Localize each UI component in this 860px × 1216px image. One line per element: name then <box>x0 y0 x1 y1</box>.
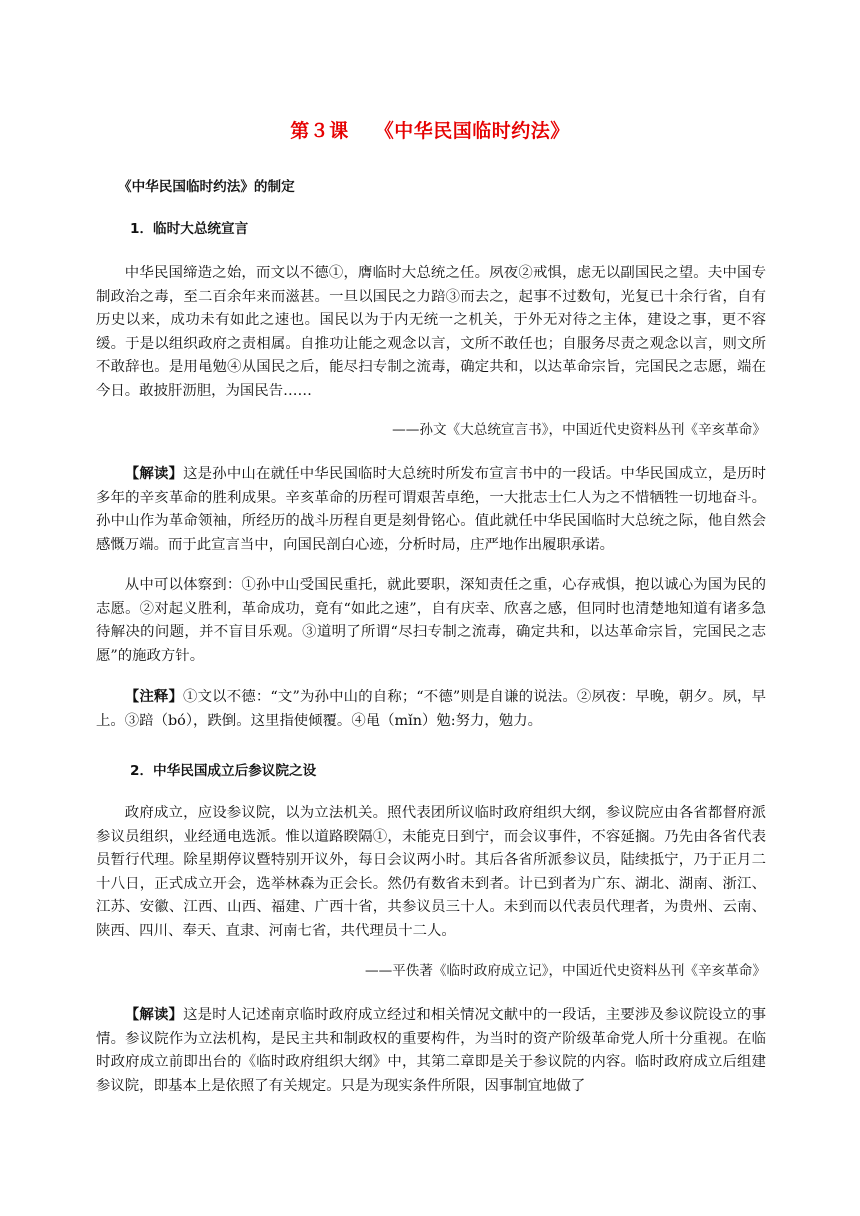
part1-interpretation <box>96 463 766 557</box>
part2-quote <box>96 802 766 943</box>
interpretation-text: 这是孙中山在就任中华民国临时大总统时所发布宣言书中的一段话。中华民国成立，是历时多年的辛亥革命的胜利成果。辛亥革命的历程可谓艰苦卓绝，一大批志士仁人为之不惜牺牲一切地奋斗。孙中山作为革命领袖，所经历的战斗历程自更是刻骨铭心。值此就任中华民国临时大总统之际，他自然会感慨万端。而于此宣言当中，向国民剖白心迹，分析时局，庄严地作出履职承诺。 <box>96 466 766 553</box>
part1-heading: 1．临时大总统宣言 <box>130 221 249 237</box>
interpretation-text: 这是时人记述南京临时政府成立经过和相关情况文献中的一段话，主要涉及参议院设立的事情。参议院作为立法机构，是民主共和制政权的重要构件，为当时的资产阶级革命党人所十分重视。在临时政府成立前即出台的《临时政府组织大纲》中，其第二章即是关于参议院的内容。临时政府成立后组建参议院，即基本上是依照了有关规定。只是为现实条件所限，因事制宜地做了 <box>96 1007 766 1094</box>
note-label: 【注释】 <box>124 689 184 705</box>
lesson-number: 第３课 <box>290 120 349 142</box>
part1-quote <box>96 262 766 403</box>
section-heading: 《中华民国临时约法》的制定 <box>118 179 295 195</box>
analysis-text: 从中可以体察到：①孙中山受国民重托，就此要职，深知责任之重，心存戒惧，抱以诚心为国为民的志愿。②对起义胜利，革命成功，竟有“如此之速”，自有庆幸、欣喜之感，但同时也清楚地知道有诸多急待解决的问题，并不盲目乐观。③道明了所谓“尽扫专制之流毒，确定共和，以达革命宗旨，完国民之志愿”的施政方针。 <box>96 577 766 664</box>
lesson-name: 《中华民国临时约法》 <box>374 120 570 142</box>
part2-interpretation <box>96 1004 766 1098</box>
part1-source: ——孙文《大总统宣言书》，中国近代史资料丛刊《辛亥革命》 <box>392 422 766 438</box>
interpretation-label: 【解读】 <box>124 466 184 482</box>
note-text: ①文以不德：“文”为孙中山的自称；“不德”则是自谦的说法。②夙夜：早晚，朝夕。夙，早上。③踣（bó），跌倒。这里指使倾覆。④黾（mǐn）勉:努力，勉力。 <box>96 689 766 729</box>
part2-heading: 2．中华民国成立后参议院之设 <box>130 763 317 779</box>
part1-quote-text: 中华民国缔造之始，而文以不德①，膺临时大总统之任。夙夜②戒惧，虑无以副国民之望。夫中国专制政治之毒，至二百余年来而滋甚。一旦以国民之力踣③而去之，起事不过数旬，光复已十余行省，自有历史以来，成功未有如此之速也。国民以为于内无统一之机关，于外无对待之主体，建设之事，更不容缓。于是以组织政府之责相属。自推功让能之观念以言，文所不敢任也；自服务尽责之观念以言，则文所不敢辞也。是用黾勉④从国民之后，能尽扫专制之流毒，确定共和，以达革命宗旨，完国民之志愿，端在今日。敢披肝沥胆，为国民告…… <box>96 265 766 399</box>
part2-quote-text: 政府成立，应设参议院，以为立法机关。照代表团所议临时政府组织大纲，参议院应由各省都督府派参议员组织，业经通电选派。惟以道路睽隔①，未能克日到宁，而会议事件，不容延搁。乃先由各省代表员暂行代理。除星期停议暨特别开议外，每日会议两小时。其后各省所派参议员，陆续抵宁，乃于正月二十八日，正式成立开会，选举林森为正会长。然仍有数省未到者。计已到者为广东、湖北、湖南、浙江、江苏、安徽、江西、山西、福建、广西十省，共参议员三十人。未到而以代表员代理者，为贵州、云南、陕西、四川、奉天、直隶、河南七省，共代理员十二人。 <box>96 805 766 939</box>
part1-notes <box>96 686 766 733</box>
part2-source: ——平佚著《临时政府成立记》，中国近代史资料丛刊《辛亥革命》 <box>364 963 766 979</box>
interpretation-label: 【解读】 <box>124 1007 184 1023</box>
part1-analysis <box>96 574 766 668</box>
page-title <box>0 116 860 143</box>
